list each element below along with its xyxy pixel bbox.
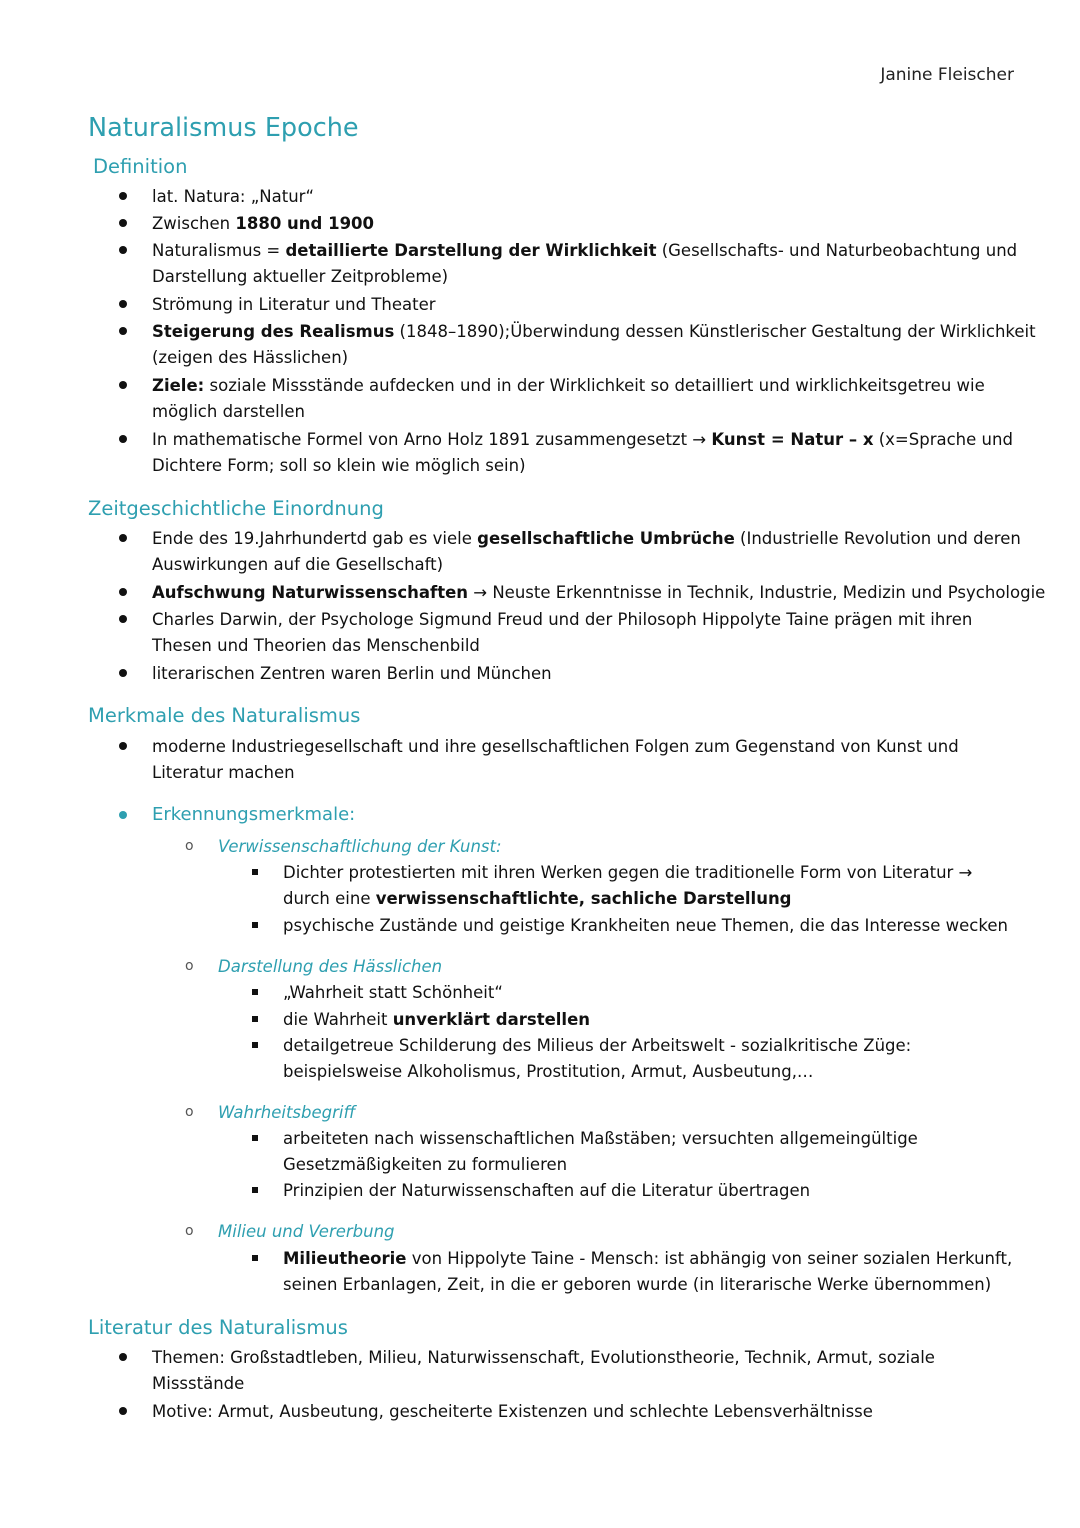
list-item-continuation: Thesen und Theorien das Menschenbild [152,636,480,655]
heading-definition: Definition [93,155,188,178]
subsection-title: Milieu und Vererbung [218,1222,395,1241]
list-item-continuation: Missstände [152,1374,245,1393]
circle-bullet: o [185,1223,194,1239]
list-item: Strömung in Literatur und Theater [152,295,436,314]
list-item: literarischen Zentren waren Berlin und München [152,664,552,683]
bullet-dot [119,381,127,389]
list-item-continuation: Darstellung aktueller Zeitprobleme) [152,267,449,286]
list-item: die Wahrheit unverklärt darstellen [283,1010,591,1029]
bullet-dot [119,192,127,200]
list-item: Ende des 19.Jahrhundertd gab es viele gesellschaftliche Umbrüche (Industrielle Revolution und deren [152,529,1021,548]
circle-bullet: o [185,1104,194,1120]
subsection-title: Wahrheitsbegriff [218,1103,356,1122]
circle-bullet: o [185,958,194,974]
page-title: Naturalismus Epoche [88,113,359,143]
list-item: „Wahrheit statt Schönheit“ [283,983,503,1002]
list-item-continuation: möglich darstellen [152,402,305,421]
bullet-dot [119,669,127,677]
bullet-dot [119,1353,127,1361]
square-bullet [252,989,258,995]
list-item: Prinzipien der Naturwissenschaften auf die Literatur übertragen [283,1181,811,1200]
square-bullet [252,869,258,875]
list-item: Naturalismus = detaillierte Darstellung der Wirklichkeit (Gesellschafts- und Naturbeobachtung und [152,241,1018,260]
list-item: Dichter protestierten mit ihren Werken gegen die traditionelle Form von Literatur → [283,863,973,882]
list-item-continuation: beispielsweise Alkoholismus, Prostitution, Armut, Ausbeutung,… [283,1062,814,1081]
list-item: arbeiteten nach wissenschaftlichen Maßstäben; versuchten allgemeingültige [283,1129,918,1148]
subheading-erkennungsmerkmale: Erkennungsmerkmale: [152,804,356,825]
list-item-continuation: Gesetzmäßigkeiten zu formulieren [283,1155,568,1174]
subsection-title: Darstellung des Hässlichen [218,957,443,976]
square-bullet [252,1016,258,1022]
list-item: In mathematische Formel von Arno Holz 1891 zusammengesetzt → Kunst = Natur – x (x=Sprache und [152,430,1013,449]
bullet-dot [119,219,127,227]
heading-literatur: Literatur des Naturalismus [88,1316,348,1339]
list-item-continuation: Literatur machen [152,763,295,782]
list-item: Aufschwung Naturwissenschaften → Neuste Erkenntnisse in Technik, Industrie, Medizin und Psychologie [152,583,1046,602]
bullet-dot [119,435,127,443]
list-item: Motive: Armut, Ausbeutung, gescheiterte Existenzen und schlechte Lebensverhältnisse [152,1402,873,1421]
list-item: Zwischen 1880 und 1900 [152,214,375,233]
list-item-continuation: seinen Erbanlagen, Zeit, in die er geboren wurde (in literarische Werke übernommen) [283,1275,992,1294]
bullet-dot [119,742,127,750]
list-item: Milieutheorie von Hippolyte Taine - Mensch: ist abhängig von seiner sozialen Herkunft, [283,1249,1013,1268]
list-item-continuation: (zeigen des Hässlichen) [152,348,349,367]
list-item: Themen: Großstadtleben, Milieu, Naturwissenschaft, Evolutionstheorie, Technik, Armut, soziale [152,1348,935,1367]
heading-zeitgeschichte: Zeitgeschichtliche Einordnung [88,497,384,520]
list-item: Ziele: soziale Missstände aufdecken und in der Wirklichkeit so detailliert und wirklichkeitsgetreu wie [152,376,985,395]
bullet-dot [119,534,127,542]
square-bullet [252,1042,258,1048]
bullet-dot [119,588,127,596]
bullet-dot [119,300,127,308]
bullet-dot [119,1407,127,1415]
subsection-title: Verwissenschaftlichung der Kunst: [218,837,502,856]
circle-bullet: o [185,838,194,854]
square-bullet [252,1187,258,1193]
list-item-continuation: durch eine verwissenschaftlichte, sachliche Darstellung [283,889,792,908]
list-item: detailgetreue Schilderung des Milieus der Arbeitswelt - sozialkritische Züge: [283,1036,912,1055]
list-item: lat. Natura: „Natur“ [152,187,314,206]
list-item-continuation: Dichtere Form; soll so klein wie möglich sein) [152,456,526,475]
square-bullet [252,1255,258,1261]
author-name: Janine Fleischer [880,65,1014,85]
list-item: moderne Industriegesellschaft und ihre gesellschaftlichen Folgen zum Gegenstand von Kunst und [152,737,959,756]
square-bullet [252,922,258,928]
list-item: Steigerung des Realismus (1848–1890);Überwindung dessen Künstlerischer Gestaltung der Wirklichkeit [152,322,1036,341]
bullet-dot [119,615,127,623]
list-item: psychische Zustände und geistige Krankheiten neue Themen, die das Interesse wecken [283,916,1008,935]
bullet-dot [119,327,127,335]
bullet-dot [119,811,127,819]
list-item: Charles Darwin, der Psychologe Sigmund Freud und der Philosoph Hippolyte Taine prägen mit ihren [152,610,973,629]
bullet-dot [119,246,127,254]
heading-merkmale: Merkmale des Naturalismus [88,704,361,727]
list-item-continuation: Auswirkungen auf die Gesellschaft) [152,555,444,574]
square-bullet [252,1135,258,1141]
